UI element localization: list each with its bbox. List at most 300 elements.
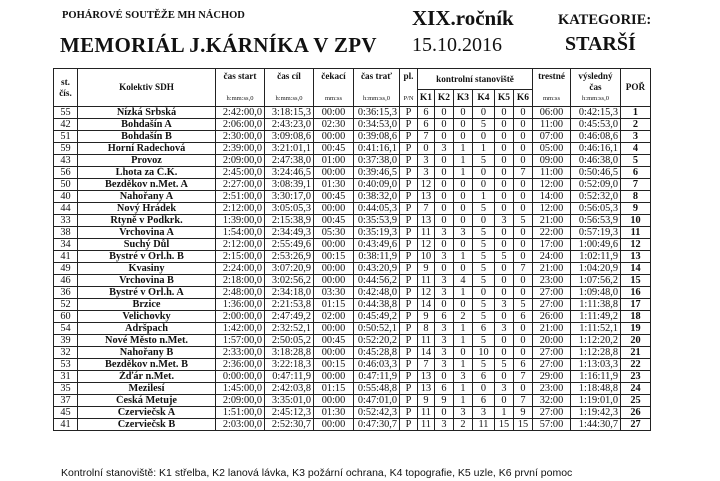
cell-cas-cil: 3:18:28,8 xyxy=(265,347,314,359)
col-k6: K6 xyxy=(514,90,533,107)
cell-trestne: 23:00 xyxy=(533,275,571,287)
cell-cekaci: 01:30 xyxy=(314,179,354,191)
cell-k6: 0 xyxy=(514,347,533,359)
table-row xyxy=(54,107,651,119)
cell-k4: 0 xyxy=(473,131,495,143)
cell-cas-start: 1:39:00,0 xyxy=(216,215,265,227)
table-row xyxy=(54,419,651,431)
cell-cas-trat: 0:35:19,3 xyxy=(354,227,400,239)
cell-kolektiv: Mezilesí xyxy=(78,383,216,395)
cell-cekaci: 00:00 xyxy=(314,275,354,287)
cell-por: 21 xyxy=(621,347,651,359)
cell-pl: P xyxy=(400,143,418,155)
cell-cas-start: 2:30:00,0 xyxy=(216,131,265,143)
cell-cekaci: 00:00 xyxy=(314,203,354,215)
table-row xyxy=(54,251,651,263)
cell-por: 9 xyxy=(621,203,651,215)
cell-vysledny: 1:19:01,0 xyxy=(571,395,621,407)
cell-k5: 0 xyxy=(495,203,514,215)
cell-k5: 5 xyxy=(495,251,514,263)
cell-cas-trat: 0:38:32,0 xyxy=(354,191,400,203)
col-por: POŘ xyxy=(621,69,651,107)
cell-por: 23 xyxy=(621,371,651,383)
cell-cas-trat: 0:44:05,3 xyxy=(354,203,400,215)
cell-cas-start: 2:09:00,0 xyxy=(216,395,265,407)
cell-k1: 3 xyxy=(418,155,435,167)
cell-st: 34 xyxy=(54,239,78,251)
cell-k2: 0 xyxy=(435,107,454,119)
table-row xyxy=(54,335,651,347)
cell-k3: 4 xyxy=(454,275,473,287)
cell-k1: 13 xyxy=(418,383,435,395)
cell-vysledny: 0:45:53,0 xyxy=(571,119,621,131)
cell-k3: 1 xyxy=(454,143,473,155)
cell-k5: 3 xyxy=(495,215,514,227)
cell-trestne: 23:00 xyxy=(533,383,571,395)
cell-trestne: 27:00 xyxy=(533,347,571,359)
cell-pl: P xyxy=(400,359,418,371)
cell-st: 38 xyxy=(54,227,78,239)
cell-k4: 0 xyxy=(473,107,495,119)
cell-trestne: 57:00 xyxy=(533,419,571,431)
cell-k6: 0 xyxy=(514,155,533,167)
cell-k3: 1 xyxy=(454,251,473,263)
cell-cas-start: 2:24:00,0 xyxy=(216,263,265,275)
cell-pl: P xyxy=(400,131,418,143)
cell-k3: 0 xyxy=(454,239,473,251)
cell-k5: 3 xyxy=(495,299,514,311)
cell-k2: 3 xyxy=(435,359,454,371)
cell-cekaci: 00:00 xyxy=(314,323,354,335)
cell-k2: 3 xyxy=(435,335,454,347)
cell-kolektiv: Nové Město n.Met. xyxy=(78,335,216,347)
cell-trestne: 29:00 xyxy=(533,371,571,383)
cell-cas-trat: 0:45:49,2 xyxy=(354,311,400,323)
cell-k2: 0 xyxy=(435,131,454,143)
cell-kolektiv: Rtyně v Podkrk. xyxy=(78,215,216,227)
cell-trestne: 11:00 xyxy=(533,167,571,179)
cell-vysledny: 0:46:16,1 xyxy=(571,143,621,155)
cell-st: 33 xyxy=(54,215,78,227)
cell-cas-cil: 2:45:12,3 xyxy=(265,407,314,419)
cell-por: 1 xyxy=(621,107,651,119)
cell-pl: P xyxy=(400,407,418,419)
cell-cas-trat: 0:50:52,1 xyxy=(354,323,400,335)
cell-k5: 5 xyxy=(495,359,514,371)
cell-por: 5 xyxy=(621,155,651,167)
cell-por: 27 xyxy=(621,419,651,431)
cell-cas-start: 2:36:00,0 xyxy=(216,359,265,371)
cell-k1: 0 xyxy=(418,143,435,155)
cell-pl: P xyxy=(400,251,418,263)
cell-vysledny: 0:52:09,0 xyxy=(571,179,621,191)
col-k4: K4 xyxy=(473,90,495,107)
cell-trestne: 09:00 xyxy=(533,155,571,167)
cell-pl: P xyxy=(400,215,418,227)
cell-k6: 0 xyxy=(514,335,533,347)
cell-trestne: 06:00 xyxy=(533,107,571,119)
cell-cekaci: 00:45 xyxy=(314,335,354,347)
cell-k2: 9 xyxy=(435,395,454,407)
cell-k4: 0 xyxy=(473,215,495,227)
cell-k4: 5 xyxy=(473,359,495,371)
cell-k4: 5 xyxy=(473,251,495,263)
cell-k1: 7 xyxy=(418,131,435,143)
table-row xyxy=(54,215,651,227)
cell-k6: 0 xyxy=(514,203,533,215)
cell-trestne: 27:00 xyxy=(533,299,571,311)
cell-k4: 5 xyxy=(473,275,495,287)
col-trestne xyxy=(533,69,571,107)
cell-pl: P xyxy=(400,263,418,275)
col-cekaci-label: čekací xyxy=(321,71,346,81)
cell-k1: 10 xyxy=(418,251,435,263)
cell-cas-trat: 0:52:20,2 xyxy=(354,335,400,347)
cell-vysledny: 1:00:49,6 xyxy=(571,239,621,251)
cell-vysledny: 1:13:03,3 xyxy=(571,359,621,371)
cell-cas-cil: 3:30:17,0 xyxy=(265,191,314,203)
cell-por: 26 xyxy=(621,407,651,419)
cell-pl: P xyxy=(400,323,418,335)
cell-trestne: 21:00 xyxy=(533,215,571,227)
col-cis-label: čís. xyxy=(59,87,72,98)
cell-k6: 0 xyxy=(514,143,533,155)
cell-k2: 3 xyxy=(435,323,454,335)
cell-k1: 14 xyxy=(418,347,435,359)
col-pl-sub: P/N xyxy=(403,95,414,102)
cell-cas-cil: 3:08:39,1 xyxy=(265,179,314,191)
cell-cas-start: 1:54:00,0 xyxy=(216,227,265,239)
cell-vysledny: 0:56:05,3 xyxy=(571,203,621,215)
cell-k2: 0 xyxy=(435,119,454,131)
table-row xyxy=(54,395,651,407)
cell-st: 40 xyxy=(54,191,78,203)
cell-kolektiv: Czerviečsk A xyxy=(78,407,216,419)
cell-cas-start: 2:15:00,0 xyxy=(216,251,265,263)
cell-k6: 6 xyxy=(514,359,533,371)
cell-k4: 6 xyxy=(473,395,495,407)
cell-kolektiv: Adršpach xyxy=(78,323,216,335)
footer-legend: Kontrolní stanoviště: K1 střelba, K2 lanová lávka, K3 požární ochrana, K4 topografie, K5 uzle, K6 první pomoc xyxy=(61,467,573,479)
col-vysledny-label: výsledný xyxy=(578,71,613,81)
cell-k3: 1 xyxy=(454,383,473,395)
cell-kolektiv: Bohdašín B xyxy=(78,131,216,143)
cell-trestne: 27:00 xyxy=(533,359,571,371)
cell-st: 41 xyxy=(54,251,78,263)
cell-kolektiv: Žďár n.Met. xyxy=(78,371,216,383)
cell-k6: 9 xyxy=(514,407,533,419)
category-value: STARŠÍ xyxy=(565,33,636,55)
cell-k2: 0 xyxy=(435,179,454,191)
cell-cas-start: 1:36:00,0 xyxy=(216,299,265,311)
cell-kolektiv: Nahořany A xyxy=(78,191,216,203)
cell-cekaci: 00:15 xyxy=(314,251,354,263)
cell-cas-trat: 0:44:56,2 xyxy=(354,275,400,287)
cell-vysledny: 0:46:38,0 xyxy=(571,155,621,167)
cell-k6: 0 xyxy=(514,239,533,251)
cell-cas-cil: 3:05:05,3 xyxy=(265,203,314,215)
cell-k6: 0 xyxy=(514,323,533,335)
cell-k1: 7 xyxy=(418,359,435,371)
cell-k3: 1 xyxy=(454,287,473,299)
cell-k4: 0 xyxy=(473,179,495,191)
cell-k5: 0 xyxy=(495,167,514,179)
cell-vysledny: 1:12:20,2 xyxy=(571,335,621,347)
cell-trestne: 27:00 xyxy=(533,407,571,419)
cell-k4: 5 xyxy=(473,227,495,239)
cell-por: 20 xyxy=(621,335,651,347)
cell-cekaci: 00:45 xyxy=(314,191,354,203)
cell-k2: 0 xyxy=(435,371,454,383)
cell-k3: 0 xyxy=(454,107,473,119)
cell-trestne: 11:00 xyxy=(533,119,571,131)
cell-trestne: 05:00 xyxy=(533,143,571,155)
cell-trestne: 14:00 xyxy=(533,191,571,203)
cell-st: 37 xyxy=(54,395,78,407)
cell-trestne: 21:00 xyxy=(533,323,571,335)
cell-k4: 5 xyxy=(473,299,495,311)
col-k1: K1 xyxy=(418,90,435,107)
cell-cas-start: 2:18:00,0 xyxy=(216,275,265,287)
cell-k4: 5 xyxy=(473,119,495,131)
cell-k5: 0 xyxy=(495,191,514,203)
cell-k6: 7 xyxy=(514,167,533,179)
cell-st: 51 xyxy=(54,131,78,143)
cell-k3: 2 xyxy=(454,311,473,323)
cell-k3: 3 xyxy=(454,371,473,383)
cell-cekaci: 00:00 xyxy=(314,263,354,275)
cell-k4: 5 xyxy=(473,263,495,275)
cell-k1: 13 xyxy=(418,215,435,227)
cell-k6: 7 xyxy=(514,263,533,275)
cell-kolektiv: Vrchovina B xyxy=(78,275,216,287)
cell-cas-trat: 0:37:38,0 xyxy=(354,155,400,167)
col-cas-start-label: čas start xyxy=(223,71,257,81)
cell-vysledny: 1:16:11,9 xyxy=(571,371,621,383)
cell-kolektiv: Suchý Důl xyxy=(78,239,216,251)
cell-st: 46 xyxy=(54,275,78,287)
cell-k6: 15 xyxy=(514,419,533,431)
cell-st: 42 xyxy=(54,119,78,131)
cell-por: 11 xyxy=(621,227,651,239)
cell-cas-start: 2:33:00,0 xyxy=(216,347,265,359)
cell-k6: 0 xyxy=(514,275,533,287)
cell-por: 18 xyxy=(621,311,651,323)
cell-k6: 0 xyxy=(514,179,533,191)
cell-trestne: 12:00 xyxy=(533,179,571,191)
cell-st: 52 xyxy=(54,299,78,311)
results-body xyxy=(54,107,651,431)
table-row xyxy=(54,119,651,131)
col-trestne-label: trestné xyxy=(538,71,565,81)
cell-cas-trat: 0:34:53,0 xyxy=(354,119,400,131)
cell-k1: 6 xyxy=(418,119,435,131)
cell-cas-trat: 0:39:08,6 xyxy=(354,131,400,143)
cell-k2: 3 xyxy=(435,251,454,263)
cell-cekaci: 01:00 xyxy=(314,155,354,167)
cell-st: 32 xyxy=(54,347,78,359)
cell-k3: 1 xyxy=(454,395,473,407)
cell-cekaci: 02:30 xyxy=(314,119,354,131)
table-row xyxy=(54,239,651,251)
cell-cas-start: 0:00:00,0 xyxy=(216,371,265,383)
cell-por: 15 xyxy=(621,275,651,287)
cell-k1: 3 xyxy=(418,167,435,179)
cell-cas-trat: 0:39:46,5 xyxy=(354,167,400,179)
cell-k1: 9 xyxy=(418,395,435,407)
cell-cekaci: 00:15 xyxy=(314,359,354,371)
cell-cas-start: 2:42:00,0 xyxy=(216,107,265,119)
col-vysledny xyxy=(571,69,621,107)
cell-k5: 0 xyxy=(495,227,514,239)
cell-cas-cil: 2:50:05,2 xyxy=(265,335,314,347)
cell-cas-trat: 0:55:48,8 xyxy=(354,383,400,395)
cell-vysledny: 1:11:52,1 xyxy=(571,323,621,335)
cell-por: 8 xyxy=(621,191,651,203)
cell-cas-trat: 0:36:15,3 xyxy=(354,107,400,119)
cell-vysledny: 1:11:49,2 xyxy=(571,311,621,323)
cell-kolektiv: Nahořany B xyxy=(78,347,216,359)
cell-cekaci: 01:15 xyxy=(314,299,354,311)
cell-kolektiv: Brzice xyxy=(78,299,216,311)
cell-vysledny: 1:09:48,0 xyxy=(571,287,621,299)
cell-k1: 11 xyxy=(418,227,435,239)
cell-cas-trat: 0:41:16,1 xyxy=(354,143,400,155)
cell-cas-cil: 2:32:52,1 xyxy=(265,323,314,335)
cell-cas-start: 2:45:00,0 xyxy=(216,167,265,179)
cell-k3: 0 xyxy=(454,191,473,203)
cell-trestne: 27:00 xyxy=(533,287,571,299)
cell-k4: 1 xyxy=(473,191,495,203)
cell-k5: 1 xyxy=(495,407,514,419)
cell-k5: 0 xyxy=(495,107,514,119)
col-cas-trat xyxy=(354,69,400,107)
cell-cas-cil: 3:09:08,6 xyxy=(265,131,314,143)
cell-k1: 13 xyxy=(418,371,435,383)
table-row xyxy=(54,311,651,323)
table-row xyxy=(54,359,651,371)
col-pl xyxy=(400,69,418,107)
cell-trestne: 21:00 xyxy=(533,263,571,275)
col-st xyxy=(54,69,78,107)
cell-cas-trat: 0:35:53,9 xyxy=(354,215,400,227)
organizer-title: POHÁROVÉ SOUTĚŽE MH NÁCHOD xyxy=(62,10,245,21)
cell-k4: 5 xyxy=(473,203,495,215)
cell-vysledny: 1:12:28,8 xyxy=(571,347,621,359)
cell-cekaci: 00:00 xyxy=(314,395,354,407)
cell-k5: 0 xyxy=(495,311,514,323)
cell-kolektiv: Nový Hrádek xyxy=(78,203,216,215)
cell-k4: 11 xyxy=(473,419,495,431)
cell-cekaci: 00:00 xyxy=(314,131,354,143)
cell-cas-cil: 2:34:49,3 xyxy=(265,227,314,239)
cell-st: 55 xyxy=(54,107,78,119)
table-row xyxy=(54,155,651,167)
cell-k6: 7 xyxy=(514,371,533,383)
cell-cas-start: 2:03:00,0 xyxy=(216,419,265,431)
cell-cas-start: 1:51:00,0 xyxy=(216,407,265,419)
cell-por: 7 xyxy=(621,179,651,191)
col-cekaci xyxy=(314,69,354,107)
cell-pl: P xyxy=(400,419,418,431)
cell-k2: 0 xyxy=(435,407,454,419)
cell-cas-start: 2:39:00,0 xyxy=(216,143,265,155)
cell-k5: 3 xyxy=(495,383,514,395)
table-row xyxy=(54,131,651,143)
cell-cas-cil: 3:24:46,5 xyxy=(265,167,314,179)
cell-k5: 0 xyxy=(495,143,514,155)
cell-cas-cil: 2:47:38,0 xyxy=(265,155,314,167)
cell-k3: 0 xyxy=(454,179,473,191)
cell-cas-start: 1:57:00,0 xyxy=(216,335,265,347)
cell-pl: P xyxy=(400,167,418,179)
table-row xyxy=(54,179,651,191)
cell-por: 10 xyxy=(621,215,651,227)
cell-k3: 1 xyxy=(454,167,473,179)
cell-k1: 12 xyxy=(418,179,435,191)
col-vysledny-label2: čas xyxy=(589,82,602,92)
cell-st: 39 xyxy=(54,335,78,347)
cell-cas-trat: 0:47:01,0 xyxy=(354,395,400,407)
cell-st: 60 xyxy=(54,311,78,323)
col-trestne-format: mm:ss xyxy=(543,95,560,102)
cell-kolektiv: Bystré v Orl.h. A xyxy=(78,287,216,299)
cell-cas-start: 2:27:00,0 xyxy=(216,179,265,191)
col-cas-cil xyxy=(265,69,314,107)
cell-pl: P xyxy=(400,119,418,131)
cell-pl: P xyxy=(400,155,418,167)
cell-k1: 11 xyxy=(418,407,435,419)
cell-k6: 6 xyxy=(514,311,533,323)
cell-por: 12 xyxy=(621,239,651,251)
cell-vysledny: 0:52:32,0 xyxy=(571,191,621,203)
cell-k4: 5 xyxy=(473,239,495,251)
cell-pl: P xyxy=(400,191,418,203)
cell-k2: 3 xyxy=(435,347,454,359)
col-k2: K2 xyxy=(435,90,454,107)
table-row xyxy=(54,287,651,299)
cell-cas-trat: 0:40:09,0 xyxy=(354,179,400,191)
cell-pl: P xyxy=(400,203,418,215)
cell-k1: 14 xyxy=(418,299,435,311)
cell-vysledny: 0:50:46,5 xyxy=(571,167,621,179)
cell-vysledny: 1:44:30,7 xyxy=(571,419,621,431)
cell-cas-cil: 2:15:38,9 xyxy=(265,215,314,227)
cell-por: 22 xyxy=(621,359,651,371)
cell-k5: 0 xyxy=(495,347,514,359)
cell-cas-cil: 2:53:26,9 xyxy=(265,251,314,263)
cell-cekaci: 00:00 xyxy=(314,167,354,179)
cell-por: 25 xyxy=(621,395,651,407)
cell-k3: 0 xyxy=(454,119,473,131)
col-cas-start xyxy=(216,69,265,107)
cell-k4: 5 xyxy=(473,335,495,347)
col-vysledny-format: h:mm:ss,0 xyxy=(582,95,609,102)
col-kolektiv: Kolektiv SDH xyxy=(78,69,216,107)
cell-k3: 0 xyxy=(454,299,473,311)
cell-cas-start: 2:12:00,0 xyxy=(216,239,265,251)
cell-k4: 5 xyxy=(473,155,495,167)
col-cas-cil-label: čas cíl xyxy=(277,71,301,81)
table-row xyxy=(54,167,651,179)
cell-kolektiv: Bezděkov n.Met. A xyxy=(78,179,216,191)
cell-k3: 1 xyxy=(454,359,473,371)
cell-k2: 0 xyxy=(435,155,454,167)
cell-k5: 0 xyxy=(495,263,514,275)
cell-cekaci: 00:45 xyxy=(314,143,354,155)
cell-cas-cil: 3:02:56,2 xyxy=(265,275,314,287)
cell-vysledny: 1:07:56,2 xyxy=(571,275,621,287)
